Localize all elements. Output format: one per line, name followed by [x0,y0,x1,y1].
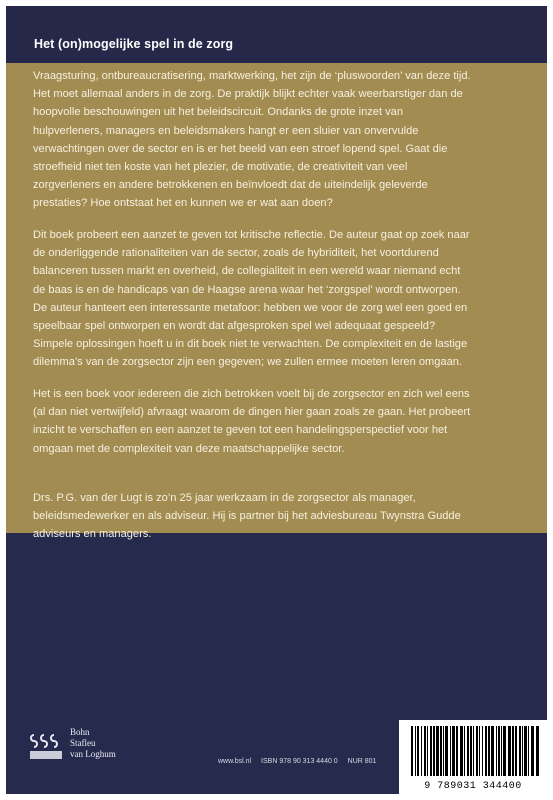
publisher-line-3: van Loghum [70,749,116,759]
barcode-icon [399,722,547,780]
blurb-paragraph-1: Vraagsturing, ontbureaucratisering, marktwerking, het zijn de ‘pluswoorden’ van deze tijd. Het moet allemaal anders in de zorg. De praktijk blijkt echter vaak weerbarstiger dan de hoopvolle beschouwingen uit het beleidscircuit. Ondanks de grote inzet van hulpverleners, managers en beleidsmakers hangt er een sluier van onvervulde verwachtingen over de sector en is er het beeld van een stroef lopend spel. Gaat die stroefheid niet ten koste van het plezier, de motivatie, de creativiteit van veel zorgverleners en andere betrokkenen en beïnvloedt dat de uiteindelijk geleverde prestaties? Hoe ontstaat het en kunnen we er wat aan doen? [33,70,471,210]
blurb-paragraph-3: Het is een boek voor iedereen die zich betrokken voelt bij de zorgsector en zich wel eens (al dan niet vertwijfeld) afvraagt waarom de dingen hier gaan zoals ze gaan. Het probeert inzicht te verschaffen en een aanzet te geven tot een handelingsperspectief voor het omgaan met de complexiteit van deze maatschappelijke sector. [33,388,471,455]
publisher-logo-icon [28,731,64,761]
publication-info [218,758,384,765]
nur-code: NUR 801 [347,758,377,765]
title-band [6,6,547,63]
book-back-cover [6,6,547,794]
blurb-paragraph-2: Dit boek probeert een aanzet te geven tot kritische reflectie. De auteur gaat op zoek naar de onderliggende rationaliteiten van de sector, zoals de hybriditeit, het voortdurend balanceren tussen markt en overheid, de collegialiteit in een wereld waar niemand echt de baas is en de handicaps van de Haagse arena waar het ‘zorgspel’ wordt ontworpen. De auteur hanteert een interessante metafoor: hebben we voor de zorg wel een goed en speelbaar spel ontworpen en wordt dat afgesproken spel wel adequaat gespeeld? Simpele oplossingen hoeft u in dit boek niet te verwachten. De complexiteit en de lastige dilemma’s van de zorgsector zijn een gegeven; we zullen ermee moeten leren omgaan. [33,229,470,369]
author-bio: Drs. P.G. van der Lugt is zo’n 25 jaar werkzaam in de zorgsector als manager, beleidsmedewerker en als adviseur. Hij is partner bij het adviesbureau Twynstra Gudde adviseurs en managers. [33,492,461,541]
publisher-name [70,727,116,760]
isbn: ISBN 978 90 313 4440 0 [261,758,338,765]
publisher-line-1: Bohn [70,727,90,737]
barcode-digits: 9 789031 344400 [424,781,522,792]
isbn-barcode [399,720,547,794]
publisher-line-2: Stafleu [70,738,96,748]
book-title: Het (on)mogelijke spel in de zorg [34,37,234,51]
publisher-website: www.bsl.nl [218,758,252,765]
blurb-panel [6,63,547,541]
